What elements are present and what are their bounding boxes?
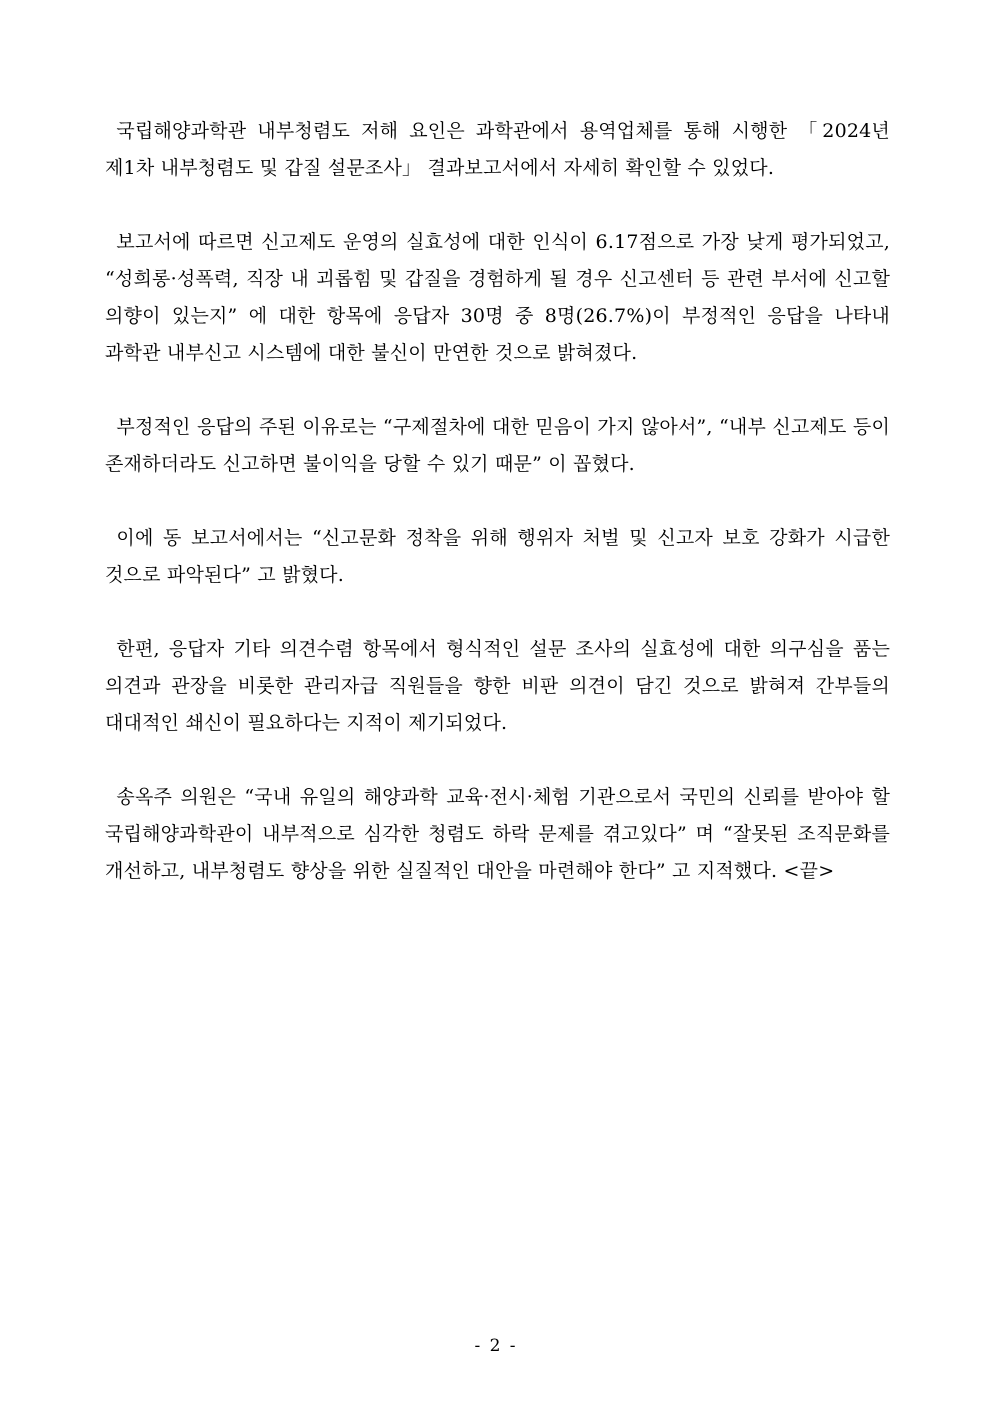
- paragraph-survey-report: 국립해양과학관 내부청렴도 저해 요인은 과학관에서 용역업체를 통해 시행한 「2024년 제1차 내부청렴도 및 갑질 설문조사」 결과보고서에서 자세히 확인할 수 있었다.: [105, 120, 890, 179]
- paragraph-negative-reasons: 부정적인 응답의 주된 이유로는 “구제절차에 대한 믿음이 가지 않아서”, “내부 신고제도 등이 존재하더라도 신고하면 불이익을 당할 수 있기 때문” 이 꼽혔다.: [105, 416, 890, 475]
- page-number: - 2 -: [474, 1336, 518, 1356]
- paragraph-other-opinions: 한편, 응답자 기타 의견수렴 항목에서 형식적인 설문 조사의 실효성에 대한 의구심을 품는 의견과 관장을 비롯한 관리자급 직원들을 향한 비판 의견이 담긴 것으로 밝혀져 간부들의 대대적인 쇄신이 필요하다는 지적이 제기되었다.: [105, 638, 890, 734]
- paragraph-report-conclusion: 이에 동 보고서에서는 “신고문화 정착을 위해 행위자 처벌 및 신고자 보호 강화가 시급한 것으로 파악된다” 고 밝혔다.: [105, 527, 890, 586]
- paragraph-reporting-system: 보고서에 따르면 신고제도 운영의 실효성에 대한 인식이 6.17점으로 가장 낮게 평가되었고, “성희롱·성폭력, 직장 내 괴롭힘 및 갑질을 경험하게 될 경우 신고센터 등 관련 부서에 신고할 의향이 있는지” 에 대한 항목에 응답자 30명 중 8명(26.7%)이 부정적인 응답을 나타내 과학관 내부신고 시스템에 대한 불신이 만연한 것으로 밝혀졌다.: [105, 231, 890, 364]
- paragraph-lawmaker-statement: 송옥주 의원은 “국내 유일의 해양과학 교육·전시·체험 기관으로서 국민의 신뢰를 받아야 할 국립해양과학관이 내부적으로 심각한 청렴도 하락 문제를 겪고있다” 며 “잘못된 조직문화를 개선하고, 내부청렴도 향상을 위한 실질적인 대안을 마련해야 한다” 고 지적했다. <끝>: [105, 786, 890, 882]
- document-body: [105, 113, 890, 927]
